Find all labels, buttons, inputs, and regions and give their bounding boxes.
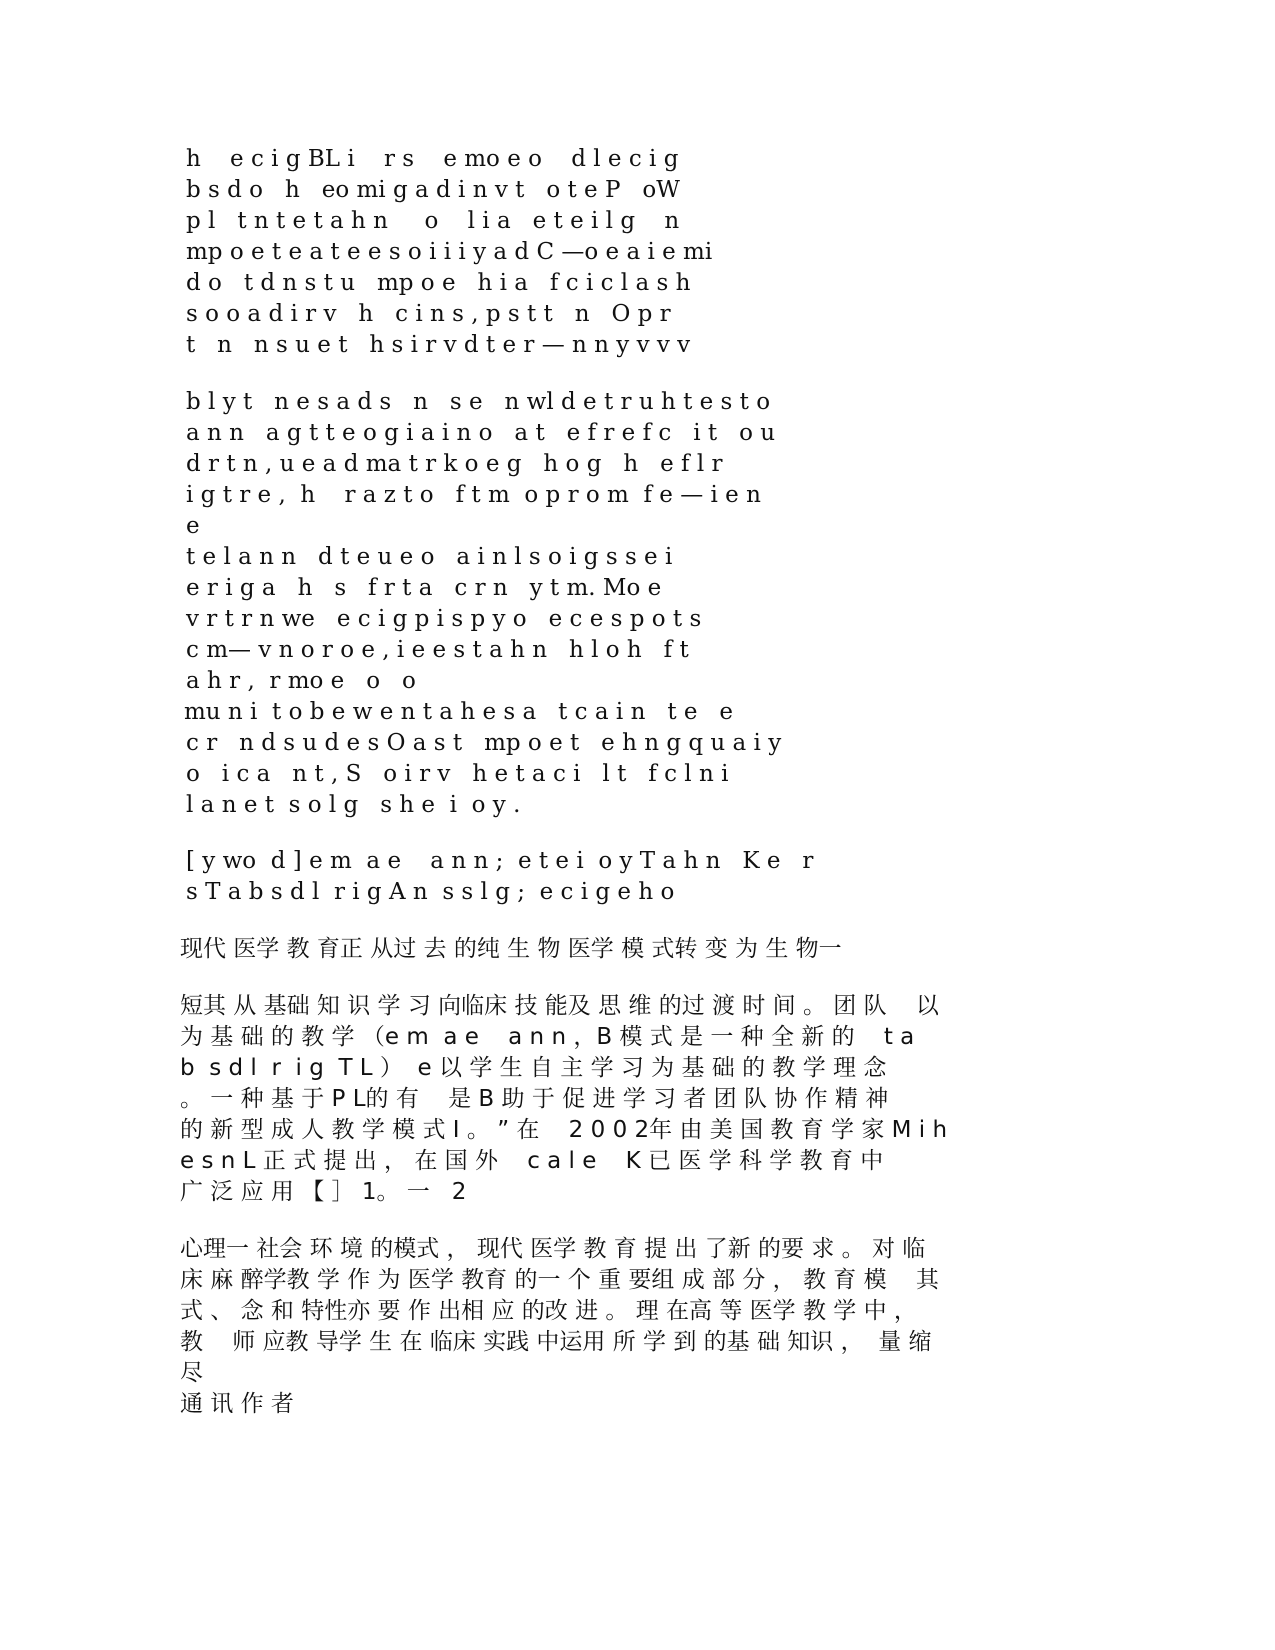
paragraph-line: e — [186, 513, 200, 539]
paragraph-line: i g t r e , h r a z t o f t m o p r o m f e — i e n — [186, 482, 761, 508]
chinese-line: 广 泛 应 用 【 ］ 1。 一 2 — [180, 1179, 467, 1205]
chinese-line: 为 基 础 的 教 学 （e m a e a n n ，B 模 式 是 一 种 全 新 的 t a — [180, 1024, 915, 1050]
abstract-line: s o o a d i r v h c i n s , p s t t n O p r — [186, 301, 671, 327]
paragraph-line: o i c a n t , S o i r v h e t a c i l t f c l n i — [186, 761, 729, 787]
chinese-line: 式 、 念 和 特性亦 要 作 出相 应 的改 进 。 理 在高 等 医学 教 学 中 ， — [180, 1298, 917, 1324]
paragraph-line: t e l a n n d t e u e o a i n l s o i g s s e i — [186, 544, 673, 570]
paragraph-line: a h r , r mo e o o — [186, 668, 416, 694]
chinese-line: 心理一 社会 环 境 的模式 ， 现代 医学 教 育 提 出 了新 的要 求 。 对 临 — [180, 1236, 926, 1262]
abstract-line: t n n s u e t h s i r v d t e r — n n y v v v — [186, 332, 691, 358]
abstract-line: p l t n t e t a h n o l i a e t e i l g n — [186, 208, 680, 234]
chinese-line: 尽 — [180, 1360, 203, 1386]
paragraph-line: mu n i t o b e w e n t a h e s a t c a i n t e e — [184, 699, 734, 725]
paragraph-line: e r i g a h s f r t a c r n y t m. Mo e — [186, 575, 662, 601]
paragraph-line: c r n d s u d e s O a s t mp o e t e h n g q u a i y — [186, 730, 782, 756]
chinese-heading-line: 现代 医学 教 育正 从过 去 的纯 生 物 医学 模 式转 变 为 生 物一 — [180, 936, 842, 962]
chinese-line: 教 师 应教 导学 生 在 临床 实践 中运用 所 学 到 的基 础 知识 ， 量 缩 — [180, 1329, 932, 1355]
paragraph-line: v r t r n we e c i g p i s p y o e c e s p o t s — [186, 606, 702, 632]
chinese-line: 。 一 种 基 于 P L的 有 是 B 助 于 促 进 学 习 者 团 队 协 作 精 神 — [180, 1086, 889, 1112]
paragraph-line: d r t n , u e a d ma t r k o e g h o g h e f l r — [186, 451, 723, 477]
paragraph-line: c m— v n o r o e , i e e s t a h n h l o h f t — [186, 637, 689, 663]
paragraph-line: l a n e t s o l g s h e i o y . — [186, 792, 521, 818]
abstract-line: h e c i g BL i r s e mo e o d l e c i g — [186, 146, 679, 172]
chinese-line: 的 新 型 成 人 教 学 模 式 I 。 ” 在 2 0 0 2年 由 美 国 教 育 学 家 M i h — [180, 1117, 948, 1143]
chinese-line: 短其 从 基础 知 识 学 习 向临床 技 能及 思 维 的过 渡 时 间 。 团 队 以 — [180, 993, 939, 1019]
keywords-line: s T a b s d l r i g A n s s l g ; e c i g e h o — [186, 879, 675, 905]
keywords-line: [ y wo d ] e m a e a n n ; e t e i o y T a h n K e r — [186, 848, 814, 874]
abstract-line: b s d o h eo mi g a d i n v t o t e P oW — [186, 177, 680, 203]
chinese-line: e s n L 正 式 提 出 ， 在 国 外 c a l e K 已 医 学 科 学 教 育 中 — [180, 1148, 884, 1174]
chinese-line: 床 麻 醉学教 学 作 为 医学 教育 的一 个 重 要组 成 部 分 ， 教 育 模 其 — [180, 1267, 939, 1293]
corresponding-author-label: 通 讯 作 者 — [180, 1391, 294, 1417]
abstract-line: mp o e t e a t e e s o i i i y a d C —o e a i e mi — [186, 239, 713, 265]
chinese-line: b s d l r i g T L ） e 以 学 生 自 主 学 习 为 基 础 的 教 学 理 念 — [180, 1055, 887, 1081]
abstract-line: d o t d n s t u mp o e h i a f c i c l a s h — [186, 270, 691, 296]
paragraph-line: a n n a g t t e o g i a i n o a t e f r e f c i t o u — [186, 420, 776, 446]
paragraph-line: b l y t n e s a d s n s e n wl d e t r u h t e s t o — [186, 389, 771, 415]
